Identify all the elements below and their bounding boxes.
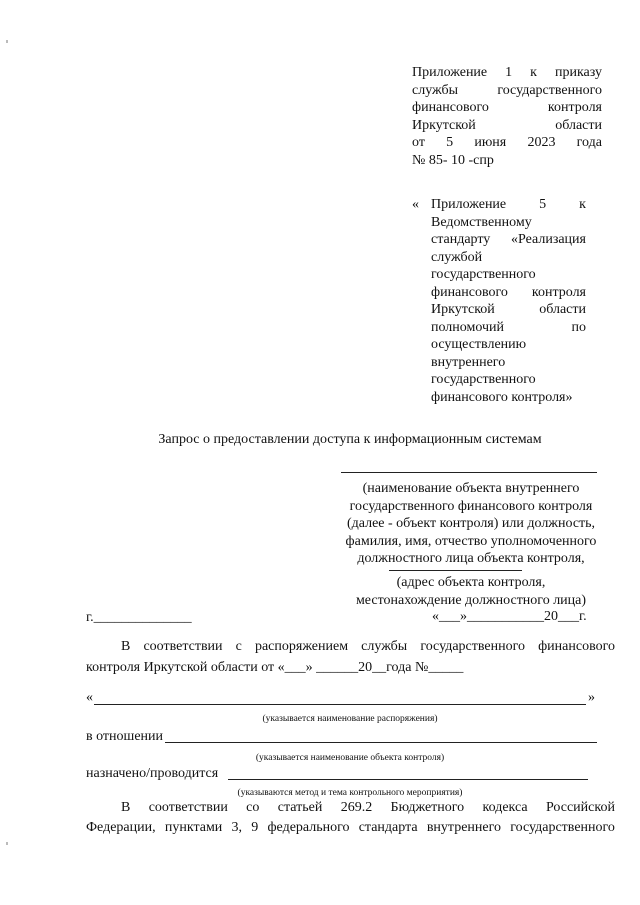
word: 5	[446, 135, 454, 150]
word: статьей	[277, 800, 323, 815]
word: 3,	[231, 820, 243, 835]
word: В	[121, 800, 131, 815]
appendix-line	[412, 117, 602, 135]
appendix-line	[412, 99, 602, 117]
caption-line: (далее - объект контроля) или должность,	[346, 516, 596, 531]
paragraph-line	[121, 638, 615, 656]
quote-line: финансового контроля»	[431, 389, 573, 405]
scan-mark	[6, 842, 8, 845]
word: года	[576, 135, 602, 150]
word: по	[571, 319, 586, 335]
place-field: г.______________	[86, 610, 192, 625]
word: контроля	[531, 284, 586, 300]
word: соответствии	[148, 800, 228, 815]
order-name-field	[94, 704, 586, 705]
quote-line: государственного	[431, 267, 536, 282]
quote-line: государственного	[431, 372, 536, 387]
word: 5	[539, 197, 547, 212]
quote-line	[431, 231, 586, 249]
word: области	[539, 302, 586, 317]
appendix-block	[412, 64, 602, 169]
paragraph-line	[121, 799, 615, 817]
date-field: «___»___________20___г.	[432, 609, 587, 624]
word: соответствии	[143, 639, 223, 654]
caption-line: должностного лица объекта контроля,	[357, 551, 585, 566]
caption-line: (наименование объекта внутреннего	[362, 481, 580, 496]
word: внутреннего	[426, 820, 502, 835]
quote-block	[431, 196, 586, 406]
word: Приложение	[431, 197, 507, 212]
quote-line	[431, 301, 586, 319]
relation-field	[165, 742, 597, 743]
word: Иркутской	[431, 302, 495, 317]
paragraph-line	[86, 819, 615, 837]
assigned-label: назначено/проводится	[86, 766, 219, 781]
word: службы	[412, 82, 459, 98]
word: федерального	[267, 820, 350, 835]
word: «Реализация	[511, 232, 586, 247]
order-close-quote: »	[588, 690, 595, 705]
word: службы	[361, 639, 408, 654]
addressee-address-line	[389, 570, 522, 571]
word: стандарта	[358, 820, 418, 835]
word: контроля	[547, 100, 602, 115]
document-title: Запрос о предоставлении доступа к информационным системам	[158, 432, 542, 447]
word: финансового	[431, 284, 508, 300]
word: к	[579, 197, 586, 212]
word: финансового	[538, 639, 615, 654]
word: государственного	[510, 820, 615, 835]
appendix-line	[412, 134, 602, 152]
word: кодекса	[482, 800, 528, 815]
word: 2023	[527, 135, 556, 150]
caption-line: (адрес объекта контроля,	[396, 575, 546, 590]
word: Иркутской	[412, 117, 476, 133]
quote-line: Ведомственному	[431, 214, 532, 230]
order-open-quote: «	[86, 690, 93, 705]
word: приказу	[554, 65, 602, 80]
quote-line	[431, 284, 586, 302]
word: Российской	[545, 800, 615, 815]
quote-line: осуществлению	[431, 337, 527, 352]
word: государственного	[420, 639, 525, 654]
quote-line: внутреннего	[431, 354, 506, 370]
appendix-line	[412, 82, 602, 100]
word: 269.2	[340, 800, 373, 815]
word: пунктами	[164, 820, 223, 835]
addressee-name-line	[341, 472, 597, 473]
word: от	[412, 135, 425, 150]
quote-line	[431, 196, 586, 214]
word: 1	[505, 65, 513, 80]
word: 9	[251, 820, 259, 835]
appendix-number: № 85- 10 -спр	[412, 152, 494, 168]
quote-line	[431, 319, 586, 337]
word: июня	[474, 135, 507, 150]
quote-open-mark: «	[412, 197, 419, 212]
word: Федерации,	[86, 820, 156, 835]
word: к	[530, 65, 537, 80]
caption-line: государственного финансового контроля	[349, 498, 593, 514]
word: распоряжением	[254, 639, 349, 654]
word: со	[246, 800, 260, 815]
word: полномочий	[431, 319, 505, 335]
addressee-caption	[330, 480, 612, 568]
address-caption	[330, 574, 612, 609]
order-caption: (указывается наименование распоряжения)	[262, 714, 438, 724]
quote-line: службой	[431, 249, 483, 265]
caption-line: фамилия, имя, отчество уполномоченного	[345, 533, 597, 549]
word: государственного	[497, 82, 602, 98]
caption-line: местонахождение должностного лица)	[355, 592, 587, 608]
appendix-line	[412, 64, 602, 82]
word: финансового	[412, 100, 489, 115]
scan-mark	[6, 40, 8, 43]
word: области	[555, 117, 602, 133]
word: В	[121, 639, 131, 654]
word: Приложение	[412, 65, 488, 80]
assigned-caption: (указываются метод и тема контрольного мероприятия)	[237, 788, 463, 798]
assigned-field	[228, 779, 588, 780]
word: с	[235, 639, 242, 654]
word: стандарту	[431, 232, 491, 247]
relation-caption: (указывается наименование объекта контроля)	[255, 753, 445, 763]
relation-label: в отношении	[86, 729, 164, 744]
word: Бюджетного	[390, 800, 465, 815]
paragraph-line: контроля Иркутской области от «___» ______20__года №_____	[86, 660, 464, 675]
